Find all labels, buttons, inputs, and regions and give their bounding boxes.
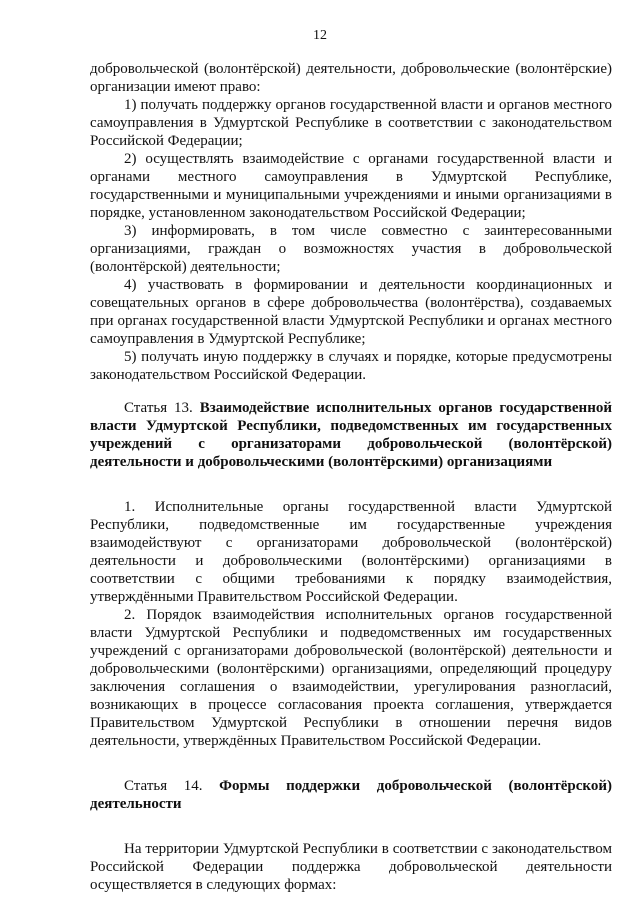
article-title: Формы поддержки добровольческой (волонтёрской) деятельности	[90, 778, 612, 812]
paragraph: 4) участвовать в формировании и деятельности координационных и совещательных органов в сфере добровольчества (волонтёрства), создаваемых при органах государственной власти Удмуртской Республики и органах местного самоуправления в Удмуртской Республике;	[90, 277, 612, 347]
article-heading	[90, 777, 612, 813]
document-body	[90, 60, 612, 894]
article-title: Взаимодействие исполнительных органов государственной власти Удмуртской Республики, подведомственных им государственных учреждений с организаторами добровольческой (волонтёрской) деятельности и добровольческими (волонтёрскими) организациями	[90, 400, 612, 470]
paragraph: добровольческой (волонтёрской) деятельности, добровольческие (волонтёрские) организации имеют право:	[90, 61, 612, 95]
article-number: Статья 14.	[124, 778, 220, 794]
article-heading	[90, 399, 612, 471]
spacer	[90, 813, 612, 840]
paragraph: 1) получать поддержку органов государственной власти и органов местного самоуправления в Удмуртской Республике в соответствии с законодательством Российской Федерации;	[90, 97, 612, 149]
paragraph: 1. Исполнительные органы государственной власти Удмуртской Республики, подведомственные им государственные учреждения взаимодействуют с организаторами добровольческой (волонтёрской) деятельности и добровольческими (волонтёрскими) организациями в соответствии с общими требованиями к порядку взаимодействия, утверждёнными Правительством Российской Федерации.	[90, 499, 612, 605]
paragraph: На территории Удмуртской Республики в соответствии с законодательством Российской Федерации поддержка добровольческой деятельности осуществляется в следующих формах:	[90, 841, 612, 893]
page-number: 12	[313, 28, 327, 43]
paragraph: 2. Порядок взаимодействия исполнительных органов государственной власти Удмуртской Республики и подведомственных им государственных учреждений с организаторами добровольческой (волонтёрской) деятельности и добровольческими (волонтёрскими) организациями, определяющий процедуру заключения соглашения о взаимодействии, урегулирования разногласий, возникающих в процессе согласования проекта соглашения, утверждается Правительством Удмуртской Республики в отношении перечня видов деятельности, утверждённых Правительством Российской Федерации.	[90, 607, 612, 749]
spacer	[90, 750, 612, 777]
article-number: Статья 13.	[124, 400, 200, 416]
paragraph: 2) осуществлять взаимодействие с органами государственной власти и органами местного самоуправления в Удмуртской Республике, государственными и муниципальными учреждениями и иными организациями в порядке, установленном законодательством Российской Федерации;	[90, 151, 612, 221]
paragraph: 5) получать иную поддержку в случаях и порядке, которые предусмотрены законодательством Российской Федерации.	[90, 349, 612, 383]
spacer	[90, 471, 612, 498]
spacer	[90, 384, 612, 399]
paragraph: 3) информировать, в том числе совместно с заинтересованными организациями, граждан о возможностях участия в добровольческой (волонтёрской) деятельности;	[90, 223, 612, 275]
